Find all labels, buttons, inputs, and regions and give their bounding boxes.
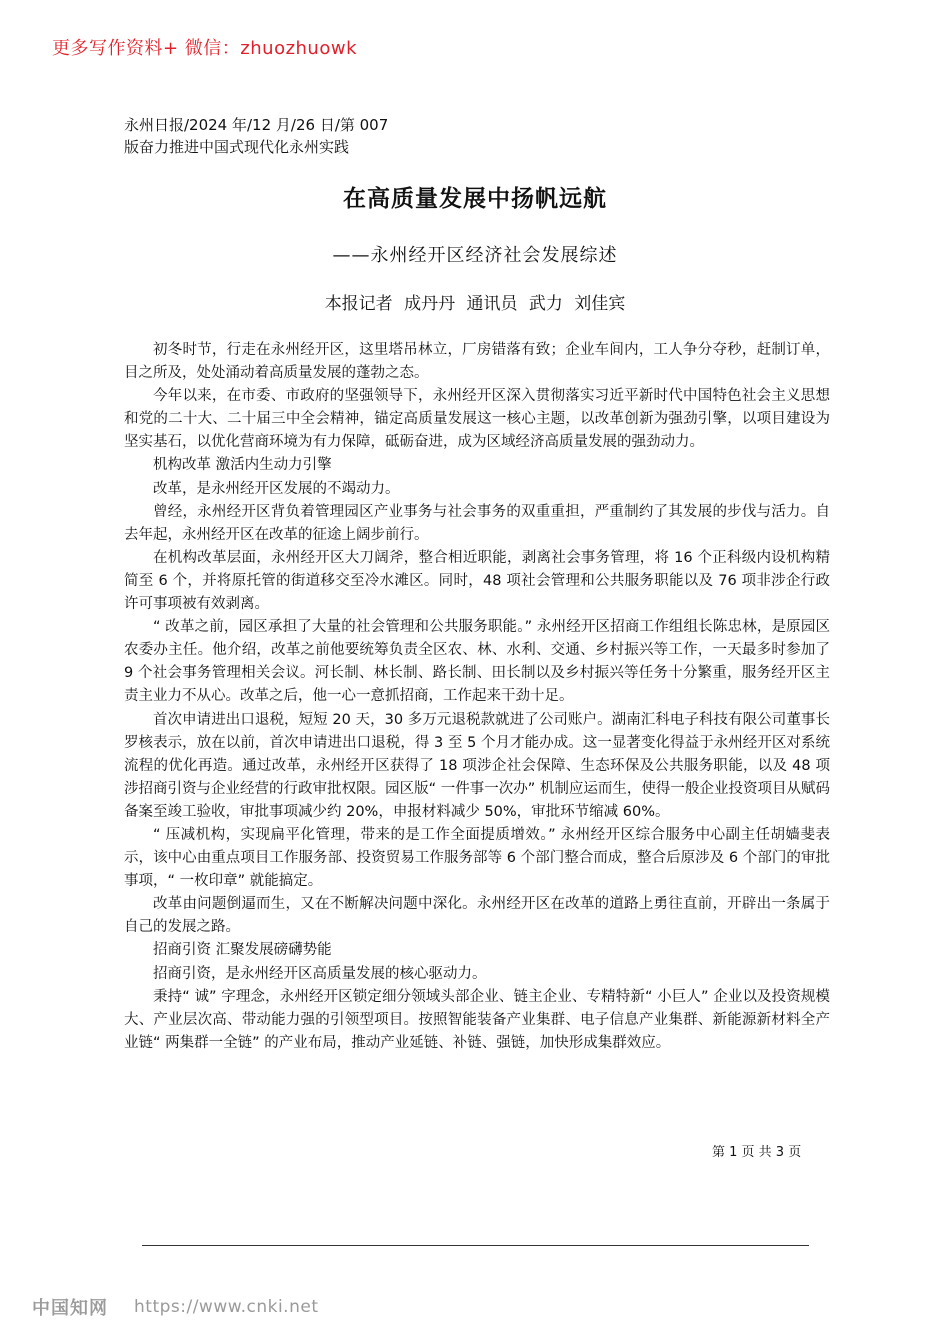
paragraph: 改革由问题倒逼而生，又在不断解决问题中深化。永州经开区在改革的道路上勇往直前，开辟出一条属于自己的发展之路。 bbox=[124, 896, 830, 936]
paragraph: 改革，是永州经开区发展的不竭动力。 bbox=[153, 480, 400, 497]
paragraph: 招商引资，是永州经开区高质量发展的核心驱动力。 bbox=[153, 965, 487, 982]
paragraph: “ 改革之前，园区承担了大量的社会管理和公共服务职能。” 永州经开区招商工作组组长陈忠林，是原园区农委办主任。他介绍，改革之前他要统筹负责全区农、林、水利、交通、乡村振兴等工作，一天最多时参加了 9 个社会事务管理相关会议。河长制、林长制、路长制、田长制以及乡村振兴等任务十分繁重，服务经开区主责主业力不从心。改革之后，他一心一意抓招商，工作起来干劲十足。 bbox=[124, 619, 830, 705]
paragraph: “ 压减机构，实现扁平化管理，带来的是工作全面提质增效。” 永州经开区综合服务中心副主任胡嫱斐表示，该中心由重点项目工作服务部、投资贸易工作服务部等 6 个部门整合而成，整合后原涉及 6 个部门的审批事项，“ 一枚印章” 就能搞定。 bbox=[124, 826, 830, 890]
cnki-url[interactable]: https://www.cnki.net bbox=[134, 1297, 319, 1317]
paragraph: 秉持“ 诚” 字理念，永州经开区锁定细分领域头部企业、链主企业、专精特新“ 小巨人” 企业以及投资规模大、产业层次高、带动能力强的引领型项目。按照智能装备产业集群、电子信息产业集群、新能源新材料全产业链“ 两集群一全链” 的产业布局，推动产业延链、补链、强链，加快形成集群效应。 bbox=[124, 988, 830, 1051]
paragraph: 在机构改革层面，永州经开区大刀阔斧，整合相近职能，剥离社会事务管理，将 16 个正科级内设机构精简至 6 个，并将原托管的街道移交至冷水滩区。同时，48 项社会管理和公共服务职能以及 76 项非涉企行政许可事项被有效剥离。 bbox=[124, 549, 830, 613]
paragraph: 曾经，永州经开区背负着管理园区产业事务与社会事务的双重重担，严重制约了其发展的步伐与活力。自去年起，永州经开区在改革的征途上阔步前行。 bbox=[124, 503, 830, 543]
page-number: 第 1 页 共 3 页 bbox=[712, 1145, 802, 1160]
paragraph: 首次申请进出口退税，短短 20 天，30 多万元退税款就进了公司账户。湖南汇科电子科技有限公司董事长罗核表示，放在以前，首次申请进出口退税，得 3 至 5 个月才能办成。这一显著变化得益于永州经开区对系统流程的优化再造。通过改革，永州经开区获得了 18 项涉企社会保障、生态环保及公共服务职能，以及 48 项涉招商引资与企业经营的行政审批权限。园区版“ 一件事一次办” 机制应运而生，使得一般企业投资项目从赋码备案至竣工验收，审批事项减少约 20%，申报材料减少 50%，审批环节缩减 60%。 bbox=[124, 711, 830, 820]
section-heading: 机构改革 激活内生动力引擎 bbox=[153, 457, 332, 474]
paragraph: 今年以来，在市委、市政府的坚强领导下，永州经开区深入贯彻落实习近平新时代中国特色社会主义思想和党的二十大、二十届三中全会精神，锚定高质量发展这一核心主题，以改革创新为强劲引擎，以项目建设为坚实基石，以优化营商环境为有力保障，砥砺奋进，成为区域经济高质量发展的强劲动力。 bbox=[124, 388, 830, 451]
paragraph: 初冬时节，行走在永州经开区，这里塔吊林立，厂房错落有致；企业车间内，工人争分夺秒，赶制订单，目之所及，处处涌动着高质量发展的蓬勃之态。 bbox=[124, 342, 830, 382]
section-heading: 招商引资 汇聚发展磅礴势能 bbox=[153, 942, 332, 959]
footer-divider bbox=[142, 1245, 809, 1246]
footer-watermark bbox=[32, 1294, 318, 1320]
section-line: 版奋力推进中国式现代化永州实践 bbox=[124, 138, 350, 156]
article-title: 在高质量发展中扬帆远航 bbox=[343, 186, 607, 212]
article-subtitle: ——永州经开区经济社会发展综述 bbox=[332, 245, 618, 266]
cnki-logo: 中国知网 bbox=[32, 1298, 108, 1319]
source-line: 永州日报/2024 年/12 月/26 日/第 007 bbox=[124, 116, 389, 134]
promo-banner: 更多写作资料+ 微信：zhuozhuowk bbox=[52, 38, 358, 59]
article-body bbox=[124, 339, 830, 1055]
article-byline: 本报记者 成丹丹 通讯员 武力 刘佳宾 bbox=[324, 294, 626, 314]
